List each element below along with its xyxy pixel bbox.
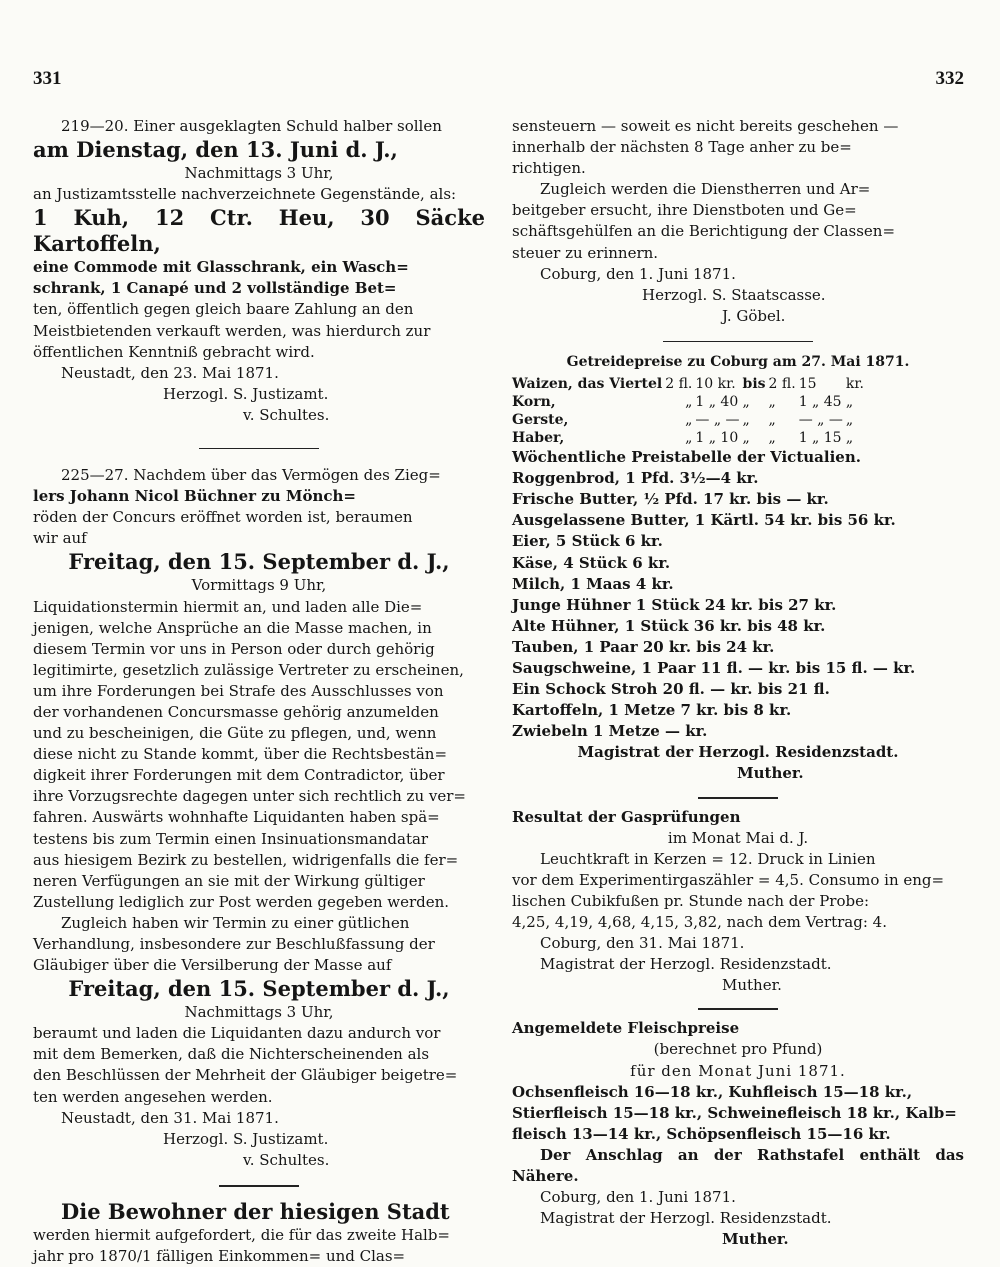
notice-line: steuer zu erinnern. xyxy=(512,243,659,262)
gas-heading: Resultat der Gasprüfungen xyxy=(512,807,741,826)
notice-line: beraumt und laden die Liquidanten dazu andurch vor xyxy=(33,1024,441,1043)
notice-line: Freitag, den 15. September d. J., xyxy=(68,976,450,1002)
price-line: Käse, 4 Stück 6 kr. xyxy=(512,553,671,572)
signer: Muther. xyxy=(737,764,804,783)
divider xyxy=(219,1185,299,1187)
notice-line: um ihre Forderungen bei Strafe des Ausschlusses von xyxy=(33,681,444,700)
notice-225 xyxy=(33,465,485,1171)
victual-heading: Wöchentliche Preistabelle der Victualien. xyxy=(512,448,861,467)
grain-table xyxy=(512,375,867,447)
price-line: Alte Hühner, 1 Stück 36 kr. bis 48 kr. xyxy=(512,616,826,635)
notice-line: wir auf xyxy=(33,529,87,548)
table-cell: 1 „ 15 xyxy=(798,430,842,447)
notice-line: Verhandlung, insbesondere zur Beschlußfassung der xyxy=(33,935,435,953)
gas-line: vor dem Experimentirgaszähler = 4,5. Consumo in eng= xyxy=(512,870,945,889)
table-cell: kr. xyxy=(845,376,864,393)
table-cell: 1 „ 45 xyxy=(798,394,842,411)
price-line: Saugschweine, 1 Paar 11 fl. — kr. bis 15 fl. — kr. xyxy=(512,658,916,677)
notice-line: schrank, 1 Canapé und 2 vollständige Bet= xyxy=(33,279,397,298)
table-cell: 2 fl. xyxy=(665,376,693,393)
table-cell: „ xyxy=(768,430,776,447)
table-cell: „ xyxy=(768,412,776,429)
gas-line: lischen Cubikfußen pr. Stunde nach der Probe: xyxy=(512,891,870,910)
notice-line: diese nicht zu Stande kommt, über die Rechtsbestän= xyxy=(33,745,448,764)
notice-line: beitgeber ersucht, ihre Dienstboten und Ge= xyxy=(512,201,857,220)
table-cell: „ xyxy=(742,412,750,429)
notice-line: Meistbietenden verkauft werden, was hierdurch zur xyxy=(33,321,431,340)
authority: Magistrat der Herzogl. Residenzstadt. xyxy=(540,1209,832,1228)
notice-line: Freitag, den 15. September d. J., xyxy=(68,549,450,575)
notice-line: röden der Concurs eröffnet worden ist, beraumen xyxy=(33,508,413,527)
divider xyxy=(199,448,319,449)
notice-line: werden hiermit aufgefordert, die für das zweite Halb= xyxy=(33,1225,451,1244)
notice-line: Vormittags 9 Uhr, xyxy=(191,576,327,595)
notice-line: 225—27. Nachdem über das Vermögen des Zieg= xyxy=(61,466,441,485)
table-cell: Gerste, xyxy=(512,412,569,429)
table-cell: „ xyxy=(768,394,776,411)
notice-line: legitimirte, gesetzlich zulässige Vertreter zu erscheinen, xyxy=(33,660,464,679)
authority: Herzogl. S. Staatscasse. xyxy=(642,285,826,304)
notice-line: eine Commode mit Glasschrank, ein Wasch= xyxy=(33,258,409,277)
meat-subheading: (berechnet pro Pfund) xyxy=(653,1040,823,1059)
notice-line: innerhalb der nächsten 8 Tage anher zu be= xyxy=(512,138,852,157)
table-cell: — „ — xyxy=(798,412,843,429)
notice-line: 1 Kuh, 12 Ctr. Heu, 30 Säcke Kartoffeln, xyxy=(33,205,485,257)
signer: v. Schultes. xyxy=(243,1150,330,1169)
notice-line: neren Verfügungen an sie mit der Wirkung gültiger xyxy=(33,871,425,890)
gas-results xyxy=(512,807,964,997)
notice-line: aus hiesigem Bezirk zu bestellen, widrigenfalls die fer= xyxy=(33,850,459,869)
place-date: Coburg, den 1. Juni 1871. xyxy=(540,264,736,283)
notice-line: und zu bescheinigen, die Güte zu pflegen, und, wenn xyxy=(33,724,437,743)
authority: Magistrat der Herzogl. Residenzstadt. xyxy=(540,955,832,974)
notice-line: am Dienstag, den 13. Juni d. J., xyxy=(33,137,398,163)
place-date: Coburg, den 31. Mai 1871. xyxy=(540,934,745,953)
divider xyxy=(698,797,778,799)
notice-line: der vorhandenen Concursmasse gehörig anzumelden xyxy=(33,702,439,721)
grain-heading: Getreidepreise zu Coburg am 27. Mai 1871. xyxy=(566,353,910,370)
grain-prices xyxy=(512,352,964,447)
price-line: Frische Butter, ½ Pfd. 17 kr. bis — kr. xyxy=(512,490,829,509)
table-cell: „ xyxy=(685,412,693,429)
notice-line: sensteuern — soweit es nicht bereits geschehen — xyxy=(512,117,899,135)
notice-line: öffentlichen Kenntniß gebracht wird. xyxy=(33,342,315,361)
notice-line: an Justizamtsstelle nachverzeichnete Gegenstände, als: xyxy=(33,185,457,204)
notice-line: jenigen, welche Ansprüche an die Masse machen, in xyxy=(33,618,432,637)
table-cell: 2 fl. xyxy=(768,376,796,393)
signer: Muther. xyxy=(722,976,782,995)
place-date: Neustadt, den 23. Mai 1871. xyxy=(61,363,279,382)
price-line: Ausgelassene Butter, 1 Kärtl. 54 kr. bis 56 kr. xyxy=(512,511,896,530)
meat-line: Stierfleisch 15—18 kr., Schweinefleisch 18 kr., Kalb= xyxy=(512,1103,957,1122)
notice-219 xyxy=(33,116,485,426)
table-row xyxy=(512,375,867,393)
meat-line: Ochsenfleisch 16—18 kr., Kuhfleisch 15—18 kr., xyxy=(512,1082,913,1101)
notice-line: Die Bewohner der hiesigen Stadt xyxy=(61,1198,450,1224)
place-date: Coburg, den 1. Juni 1871. xyxy=(540,1188,736,1207)
table-cell: bis xyxy=(742,376,766,393)
divider xyxy=(698,1008,778,1010)
notice-line: Zugleich werden die Dienstherren und Ar= xyxy=(540,180,871,199)
notice-line: Zugleich haben wir Termin zu einer gütlichen xyxy=(61,913,410,932)
notice-line: schäftsgehülfen an die Berichtigung der Classen= xyxy=(512,222,896,241)
notice-line: Gläubiger über die Versilberung der Masse auf xyxy=(33,956,392,975)
notice-line: Nachmittags 3 Uhr, xyxy=(184,1003,334,1022)
table-cell: „ xyxy=(742,394,750,411)
table-cell: „ xyxy=(685,430,693,447)
table-row xyxy=(512,393,867,411)
table-cell: „ xyxy=(845,412,854,429)
table-row xyxy=(512,411,867,429)
price-line: Zwiebeln 1 Metze — kr. xyxy=(512,722,708,741)
price-line: Junge Hühner 1 Stück 24 kr. bis 27 kr. xyxy=(512,595,837,614)
notice-line: diesem Termin vor uns in Person oder durch gehörig xyxy=(33,639,435,658)
notice-line: 219—20. Einer ausgeklagten Schuld halber sollen xyxy=(61,117,442,135)
price-line: Milch, 1 Maas 4 kr. xyxy=(512,574,674,593)
meat-line: Der Anschlag an der Rathstafel enthält das Nähere. xyxy=(512,1145,964,1186)
meat-heading: Angemeldete Fleischpreise xyxy=(512,1019,740,1038)
price-line: Tauben, 1 Paar 20 kr. bis 24 kr. xyxy=(512,637,775,656)
table-cell: „ xyxy=(845,394,854,411)
signer: J. Göbel. xyxy=(722,306,786,325)
authority: Herzogl. S. Justizamt. xyxy=(163,384,329,403)
notice-line: digkeit ihrer Forderungen mit dem Contradictor, über xyxy=(33,766,445,785)
table-cell: Waizen, das Viertel xyxy=(512,376,663,393)
price-line: Eier, 5 Stück 6 kr. xyxy=(512,532,663,551)
gas-line: Leuchtkraft in Kerzen = 12. Druck in Linien xyxy=(540,849,876,868)
notice-line: Zustellung lediglich zur Post werden gegeben werden. xyxy=(33,892,450,911)
page-number-left: 331 xyxy=(33,68,62,89)
notice-line: jahr pro 1870/1 fälligen Einkommen= und Clas= xyxy=(33,1247,406,1266)
table-row xyxy=(512,429,867,447)
left-column xyxy=(33,116,485,1267)
price-line: Ein Schock Stroh 20 fl. — kr. bis 21 fl. xyxy=(512,680,830,699)
notice-line: lers Johann Nicol Büchner zu Mönch= xyxy=(33,487,357,506)
divider xyxy=(663,341,813,342)
notice-tax-continued xyxy=(512,116,964,327)
meat-line: fleisch 13—14 kr., Schöpsenfleisch 15—16 kr. xyxy=(512,1124,891,1143)
table-cell: 15 xyxy=(798,376,817,393)
meat-month: für den Monat Juni 1871. xyxy=(630,1061,846,1080)
notice-tax xyxy=(33,1199,485,1267)
table-cell: 1 „ 10 xyxy=(695,430,739,447)
authority: Herzogl. S. Justizamt. xyxy=(163,1129,329,1148)
notice-line: mit dem Bemerken, daß die Nichterscheinenden als xyxy=(33,1045,430,1064)
signer: Muther. xyxy=(722,1230,789,1249)
table-cell: „ xyxy=(742,430,750,447)
meat-prices xyxy=(512,1018,964,1250)
gas-subheading: im Monat Mai d. J. xyxy=(667,828,809,847)
notice-line: ihre Vorzugsrechte dagegen unter sich rechtlich zu ver= xyxy=(33,787,466,806)
table-cell: 10 kr. xyxy=(695,376,736,393)
table-cell: Korn, xyxy=(512,394,556,411)
notice-line: richtigen. xyxy=(512,159,586,178)
gas-line: 4,25, 4,19, 4,68, 4,15, 3,82, nach dem Vertrag: 4. xyxy=(512,913,887,931)
victual-prices xyxy=(512,447,964,785)
notice-line: Liquidationstermin hiermit an, und laden alle Die= xyxy=(33,597,423,616)
notice-line: ten werden angesehen werden. xyxy=(33,1087,273,1106)
page-number-right: 332 xyxy=(935,68,964,89)
table-cell: — „ — xyxy=(695,412,740,429)
table-cell: „ xyxy=(845,430,854,447)
notice-line: fahren. Auswärts wohnhafte Liquidanten haben spä= xyxy=(33,808,440,827)
table-cell: „ xyxy=(685,394,693,411)
signer: v. Schultes. xyxy=(243,405,330,424)
notice-line: Nachmittags 3 Uhr, xyxy=(184,164,334,183)
authority: Magistrat der Herzogl. Residenzstadt. xyxy=(577,743,899,762)
notice-line: testens bis zum Termin einen Insinuationsmandatar xyxy=(33,829,429,848)
price-line: Kartoffeln, 1 Metze 7 kr. bis 8 kr. xyxy=(512,701,792,720)
place-date: Neustadt, den 31. Mai 1871. xyxy=(61,1108,279,1127)
notice-line: ten, öffentlich gegen gleich baare Zahlung an den xyxy=(33,300,414,319)
notice-line: den Beschlüssen der Mehrheit der Gläubiger beigetre= xyxy=(33,1066,458,1085)
right-column xyxy=(512,116,964,1250)
price-line: Roggenbrod, 1 Pfd. 3½—4 kr. xyxy=(512,469,759,488)
table-cell: 1 „ 40 xyxy=(695,394,739,411)
table-cell: Haber, xyxy=(512,430,565,447)
